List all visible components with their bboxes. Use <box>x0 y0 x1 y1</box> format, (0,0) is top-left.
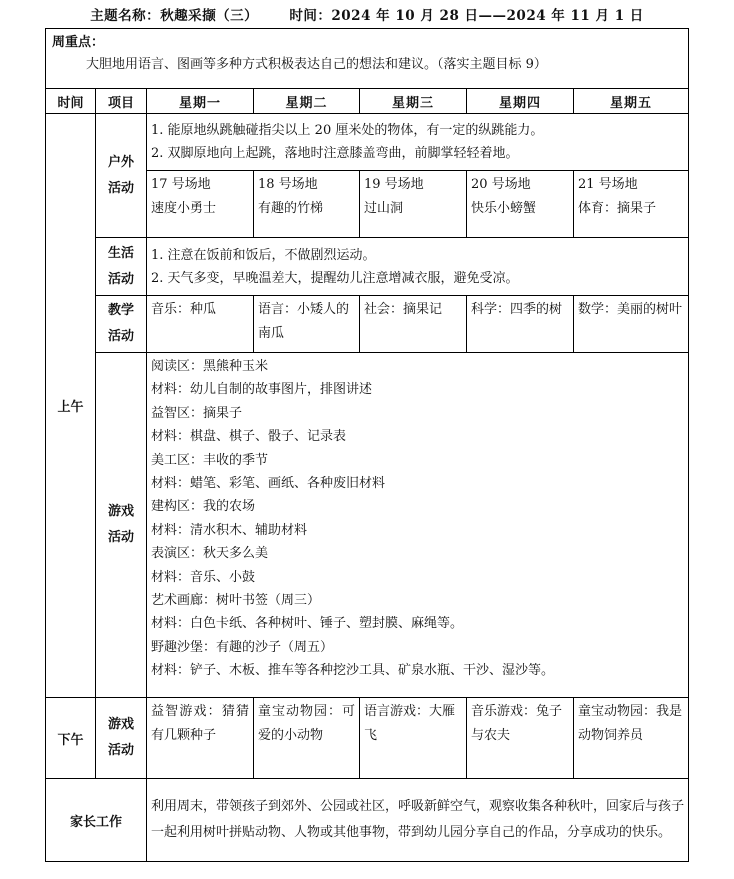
header-monday: 星期一 <box>147 89 254 114</box>
parent-work-label: 家长工作 <box>46 779 147 862</box>
header-thursday: 星期四 <box>467 89 574 114</box>
weekly-focus-heading: 周重点： <box>52 35 105 50</box>
date-range: 2024 年 10 月 28 日——2024 年 11 月 1 日 <box>331 8 644 24</box>
weekly-focus-cell <box>46 29 689 89</box>
header-tuesday: 星期二 <box>254 89 360 114</box>
life-label-line-2: 活动 <box>107 271 134 287</box>
teaching-label-line-1: 教学 <box>107 303 134 318</box>
life-label-line-1: 生活 <box>107 245 134 261</box>
list-item: 建构区：我的农场 <box>151 499 256 515</box>
game-label-line-2: 活动 <box>107 530 134 545</box>
time-label: 时间： <box>289 8 332 24</box>
list-item: 阅读区：黑熊种玉米 <box>151 359 269 374</box>
weekly-plan-table <box>45 28 689 862</box>
outdoor-site-wednesday <box>360 171 467 238</box>
afternoon-tuesday: 童宝动物园：可爱的小动物 <box>254 698 360 779</box>
list-item: 材料：棋盘、棋子、骰子、记录表 <box>151 429 347 445</box>
outdoor-goals-row <box>46 114 689 171</box>
list-item: 野趣沙堡：有趣的沙子（周五） <box>151 639 334 655</box>
teaching-friday: 数学：美丽的树叶 <box>574 296 689 353</box>
life-activity-content <box>147 238 689 296</box>
outdoor-site-friday <box>574 171 689 238</box>
morning-label: 上午 <box>46 114 96 698</box>
afternoon-game-label-line-2: 活动 <box>107 743 134 758</box>
life-line-2: 2. 天气多变，早晚温差大，提醒幼儿注意增减衣服，避免受凉。 <box>151 270 519 286</box>
outdoor-label-line-1: 户外 <box>107 154 134 170</box>
list-item: 材料：清水积木、辅助材料 <box>151 522 308 538</box>
list-item: 材料：音乐、小鼓 <box>151 569 256 585</box>
header-friday: 星期五 <box>574 89 689 114</box>
list-item: 材料：铲子、木板、推车等各种挖沙工具、矿泉水瓶、干沙、湿沙等。 <box>151 663 555 679</box>
weekly-focus-text: 大胆地用语言、图画等多种方式积极表达自己的想法和建议。（落实主题目标 9） <box>86 57 547 72</box>
document-title <box>0 4 734 24</box>
site-activity: 过山洞 <box>364 201 404 216</box>
site-activity: 有趣的竹梯 <box>258 201 324 216</box>
teaching-wednesday: 社会：摘果记 <box>360 296 467 353</box>
list-item: 美工区：丰收的季节 <box>151 452 269 468</box>
outdoor-goals <box>147 114 689 171</box>
afternoon-game-label <box>96 698 147 779</box>
life-label <box>96 238 147 296</box>
site-activity: 快乐小螃蟹 <box>471 201 537 216</box>
theme-name: 秋趣采撷（三） <box>160 8 259 24</box>
parent-work-row <box>46 779 689 862</box>
site-activity: 速度小勇士 <box>151 201 217 216</box>
outdoor-site-monday <box>147 171 254 238</box>
outdoor-label <box>96 114 147 238</box>
afternoon-game-label-line-1: 游戏 <box>107 717 134 732</box>
parent-work-text: 利用周末，带领孩子到郊外、公园或社区，呼吸新鲜空气，观察收集各种秋叶，回家后与孩子一起利用树叶拼贴动物、人物或其他事物，带到幼儿园分享自己的作品，分享成功的快乐。 <box>147 779 689 862</box>
theme-label: 主题名称： <box>90 8 161 24</box>
life-line-1: 1. 注意在饭前和饭后，不做剧烈运动。 <box>151 247 376 263</box>
afternoon-friday: 童宝动物园：我是动物饲养员 <box>574 698 689 779</box>
outdoor-site-tuesday <box>254 171 360 238</box>
header-wednesday: 星期三 <box>360 89 467 114</box>
site-number: 19 号场地 <box>364 177 424 192</box>
outdoor-site-thursday <box>467 171 574 238</box>
game-area-list <box>147 353 689 698</box>
list-item: 表演区：秋天多么美 <box>151 546 269 562</box>
teaching-monday: 音乐：种瓜 <box>147 296 254 353</box>
teaching-tuesday: 语言：小矮人的南瓜 <box>254 296 360 353</box>
site-activity: 体育：摘果子 <box>578 201 657 216</box>
site-number: 21 号场地 <box>578 177 638 192</box>
game-activity-row <box>46 353 689 698</box>
site-number: 18 号场地 <box>258 177 318 192</box>
afternoon-label: 下午 <box>46 698 96 779</box>
outdoor-goal-2: 2. 双脚原地向上起跳，落地时注意膝盖弯曲，前脚掌轻轻着地。 <box>151 146 519 161</box>
afternoon-wednesday: 语言游戏：大雁飞 <box>360 698 467 779</box>
header-time: 时间 <box>46 89 96 114</box>
teaching-thursday: 科学：四季的树 <box>467 296 574 353</box>
teaching-label-line-2: 活动 <box>107 329 134 344</box>
afternoon-thursday: 音乐游戏：兔子与农夫 <box>467 698 574 779</box>
game-label <box>96 353 147 698</box>
list-item: 材料：蜡笔、彩笔、画纸、各种废旧材料 <box>151 476 386 492</box>
teaching-activity-row <box>46 296 689 353</box>
site-number: 17 号场地 <box>151 177 211 192</box>
outdoor-goal-1: 1. 能原地纵跳触碰指尖以上 20 厘米处的物体，有一定的纵跳能力。 <box>151 123 544 138</box>
life-activity-row <box>46 238 689 296</box>
list-item: 材料：幼儿自制的故事图片，排图讲述 <box>151 382 373 398</box>
weekly-focus-row <box>46 29 689 89</box>
afternoon-monday: 益智游戏：猜猜有几颗种子 <box>147 698 254 779</box>
list-item: 材料：白色卡纸、各种树叶、锤子、塑封膜、麻绳等。 <box>151 616 464 632</box>
game-label-line-1: 游戏 <box>107 504 134 519</box>
site-number: 20 号场地 <box>471 177 531 192</box>
outdoor-label-line-2: 活动 <box>107 180 134 196</box>
afternoon-row <box>46 698 689 779</box>
teaching-label <box>96 296 147 353</box>
header-item: 项目 <box>96 89 147 114</box>
column-header-row <box>46 89 689 114</box>
list-item: 艺术画廊：树叶书签（周三） <box>151 593 321 609</box>
list-item: 益智区：摘果子 <box>151 405 243 421</box>
